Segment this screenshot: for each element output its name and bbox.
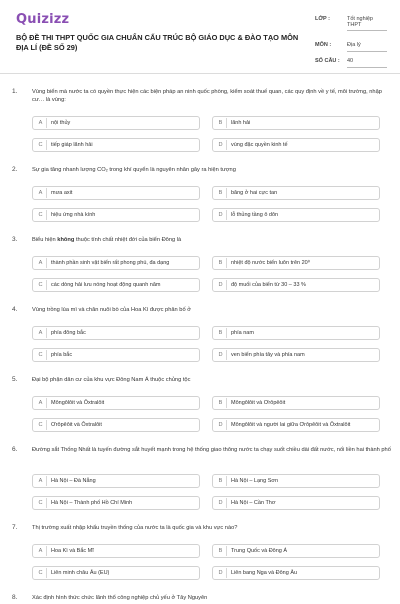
option-a[interactable]: [32, 544, 200, 558]
option-text: băng ở hai cực tan: [231, 190, 278, 196]
option-a[interactable]: [32, 326, 200, 340]
option-text: Môngôlôit và Ơrôpêôit: [231, 400, 286, 406]
option-letter: B: [215, 546, 227, 556]
option-b[interactable]: [212, 544, 380, 558]
question-text-part: thuộc tính chất nhiệt đới của biển Đông là: [74, 237, 182, 243]
question-text: Vùng trồng lúa mì và chăn nuôi bò của Hoa Kì được phân bố ở: [32, 307, 191, 313]
meta-count-label: SỐ CÂU :: [315, 58, 340, 64]
option-letter: C: [35, 420, 47, 430]
option-text: Hà Nội – Lạng Sơn: [231, 478, 279, 484]
question-text: Sự gia tăng nhanh lượng CO₂ trong khí quyển là nguyên nhân gây ra hiện tượng: [32, 167, 236, 173]
question-text-emphasis: không: [57, 237, 75, 243]
question-6: [12, 446, 392, 516]
question-number: 6.: [12, 446, 18, 453]
question-1: [12, 88, 392, 158]
option-d[interactable]: [212, 496, 380, 510]
option-letter: A: [35, 258, 47, 268]
option-c[interactable]: [32, 566, 200, 580]
option-c[interactable]: [32, 138, 200, 152]
option-b[interactable]: [212, 116, 380, 130]
option-letter: B: [215, 188, 227, 198]
option-text: ven biển phía tây và phía nam: [231, 352, 305, 358]
option-text: nội thủy: [51, 120, 71, 126]
question-number: 1.: [12, 88, 18, 95]
option-letter: A: [35, 118, 47, 128]
option-letter: A: [35, 188, 47, 198]
option-letter: A: [35, 398, 47, 408]
option-letter: C: [35, 350, 47, 360]
option-text: nhiệt độ nước biển luôn trên 20⁰: [231, 260, 310, 266]
option-letter: D: [215, 140, 227, 150]
question-text: [32, 236, 394, 244]
option-text: thành phần sinh vật biển rất phong phú, đa dạng: [51, 260, 170, 266]
question-text: Vùng biển mà nước ta có quyền thực hiện các biện pháp an ninh quốc phòng, kiểm soát thuế quan, các quy định về y tế, môi trường, nhập cư… là vùng:: [32, 89, 382, 104]
option-text: Hà Nội – Thành phố Hồ Chí Minh: [51, 500, 133, 506]
question-number: 7.: [12, 524, 18, 531]
option-text: Hà Nội – Đà Nẵng: [51, 478, 96, 484]
question-number: 2.: [12, 166, 18, 173]
option-a[interactable]: [32, 396, 200, 410]
quizizz-logo: Quizizz: [16, 12, 70, 27]
meta-class-label: LỚP :: [315, 16, 330, 22]
option-text: lãnh hải: [231, 120, 251, 126]
option-a[interactable]: [32, 186, 200, 200]
question-3: [12, 236, 392, 298]
option-letter: A: [35, 476, 47, 486]
option-text: Liên bang Nga và Đông Âu: [231, 570, 298, 576]
option-d[interactable]: [212, 138, 380, 152]
meta-subject-row: [315, 40, 387, 54]
question-text-part: Biểu hiện: [32, 237, 58, 243]
option-c[interactable]: [32, 278, 200, 292]
question-number: 4.: [12, 306, 18, 313]
option-b[interactable]: [212, 256, 380, 270]
option-letter: D: [215, 350, 227, 360]
question-number: 8.: [12, 594, 18, 601]
meta-class-row: [315, 14, 387, 38]
question-number: 5.: [12, 376, 18, 383]
meta-subject-value: Địa lý: [347, 40, 387, 52]
option-text: Trung Quốc và Đông Á: [231, 548, 288, 554]
option-letter: D: [215, 280, 227, 290]
option-letter: D: [215, 210, 227, 220]
option-b[interactable]: [212, 326, 380, 340]
option-text: Môngôlôit và người lai giữa Ơrôpêôit và Ôxtralôit: [231, 422, 351, 428]
meta-count-value: 40: [347, 56, 387, 68]
option-text: hiệu ứng nhà kính: [51, 212, 96, 218]
option-letter: D: [215, 568, 227, 578]
meta-box: [315, 14, 387, 68]
option-a[interactable]: [32, 474, 200, 488]
option-c[interactable]: [32, 418, 200, 432]
option-b[interactable]: [212, 186, 380, 200]
option-letter: C: [35, 140, 47, 150]
option-text: độ muối của biển từ 30 – 33 %: [231, 282, 306, 288]
question-4: [12, 306, 392, 368]
option-letter: A: [35, 328, 47, 338]
option-letter: A: [35, 546, 47, 556]
question-2: [12, 166, 392, 228]
option-text: các dòng hải lưu nóng hoạt động quanh năm: [51, 282, 161, 288]
option-text: phía bắc: [51, 352, 73, 358]
option-letter: D: [215, 420, 227, 430]
question-number: 3.: [12, 236, 18, 243]
option-text: tiếp giáp lãnh hải: [51, 142, 93, 148]
option-d[interactable]: [212, 348, 380, 362]
option-b[interactable]: [212, 396, 380, 410]
question-5: [12, 376, 392, 438]
question-8: [12, 594, 392, 604]
option-text: Hà Nội – Cần Thơ: [231, 500, 276, 506]
option-a[interactable]: [32, 256, 200, 270]
option-letter: C: [35, 498, 47, 508]
option-text: Hoa Kì và Bắc Mĩ: [51, 548, 94, 554]
option-letter: B: [215, 258, 227, 268]
page-title: BỘ ĐỀ THI THPT QUỐC GIA CHUẨN CẤU TRÚC BỘ GIÁO DỤC & ĐÀO TẠO MÔN ĐỊA LÍ (ĐỀ SỐ 29): [16, 33, 299, 52]
option-text: Ơrôpêôit và Ôxtralôit: [51, 422, 102, 428]
option-b[interactable]: [212, 474, 380, 488]
option-a[interactable]: [32, 116, 200, 130]
question-text: Đại bộ phận dân cư của khu vực Đông Nam Á thuộc chủng tộc: [32, 377, 191, 383]
option-letter: C: [35, 568, 47, 578]
option-text: vùng đặc quyền kinh tế: [231, 142, 288, 148]
option-text: phía nam: [231, 330, 254, 336]
option-c[interactable]: [32, 496, 200, 510]
option-c[interactable]: [32, 348, 200, 362]
option-text: Môngôlôit và Ôxtralôit: [51, 400, 105, 406]
meta-class-value: Tốt nghiệp THPT: [347, 14, 387, 31]
option-letter: C: [35, 210, 47, 220]
option-letter: B: [215, 328, 227, 338]
option-d[interactable]: [212, 566, 380, 580]
option-text: phía đông bắc: [51, 330, 86, 336]
option-text: lỗ thủng tầng ô dôn: [231, 212, 279, 218]
question-7: [12, 524, 392, 586]
meta-count-row: [315, 56, 387, 68]
option-letter: B: [215, 476, 227, 486]
option-letter: B: [215, 398, 227, 408]
meta-subject-label: MÔN :: [315, 42, 332, 48]
option-text: mưa axit: [51, 190, 73, 196]
option-letter: D: [215, 498, 227, 508]
option-d[interactable]: [212, 278, 380, 292]
option-text: Liên minh châu Âu (EU): [51, 570, 110, 576]
option-d[interactable]: [212, 208, 380, 222]
question-text: Xác định hình thức chức lãnh thổ công nghiệp chủ yếu ở Tây Nguyên: [32, 595, 208, 601]
question-text: Đường sắt Thống Nhất là tuyến đường sắt huyết mạnh trong hệ thống giao thông nước ta chạy suốt chiều dài đất nước, nối liền hai thành phố: [32, 447, 391, 453]
option-c[interactable]: [32, 208, 200, 222]
question-text: Thị trường xuất nhập khẩu truyền thống của nước ta là quốc gia và khu vực nào?: [32, 525, 238, 531]
header-divider: [0, 73, 400, 74]
option-d[interactable]: [212, 418, 380, 432]
option-letter: C: [35, 280, 47, 290]
option-letter: B: [215, 118, 227, 128]
